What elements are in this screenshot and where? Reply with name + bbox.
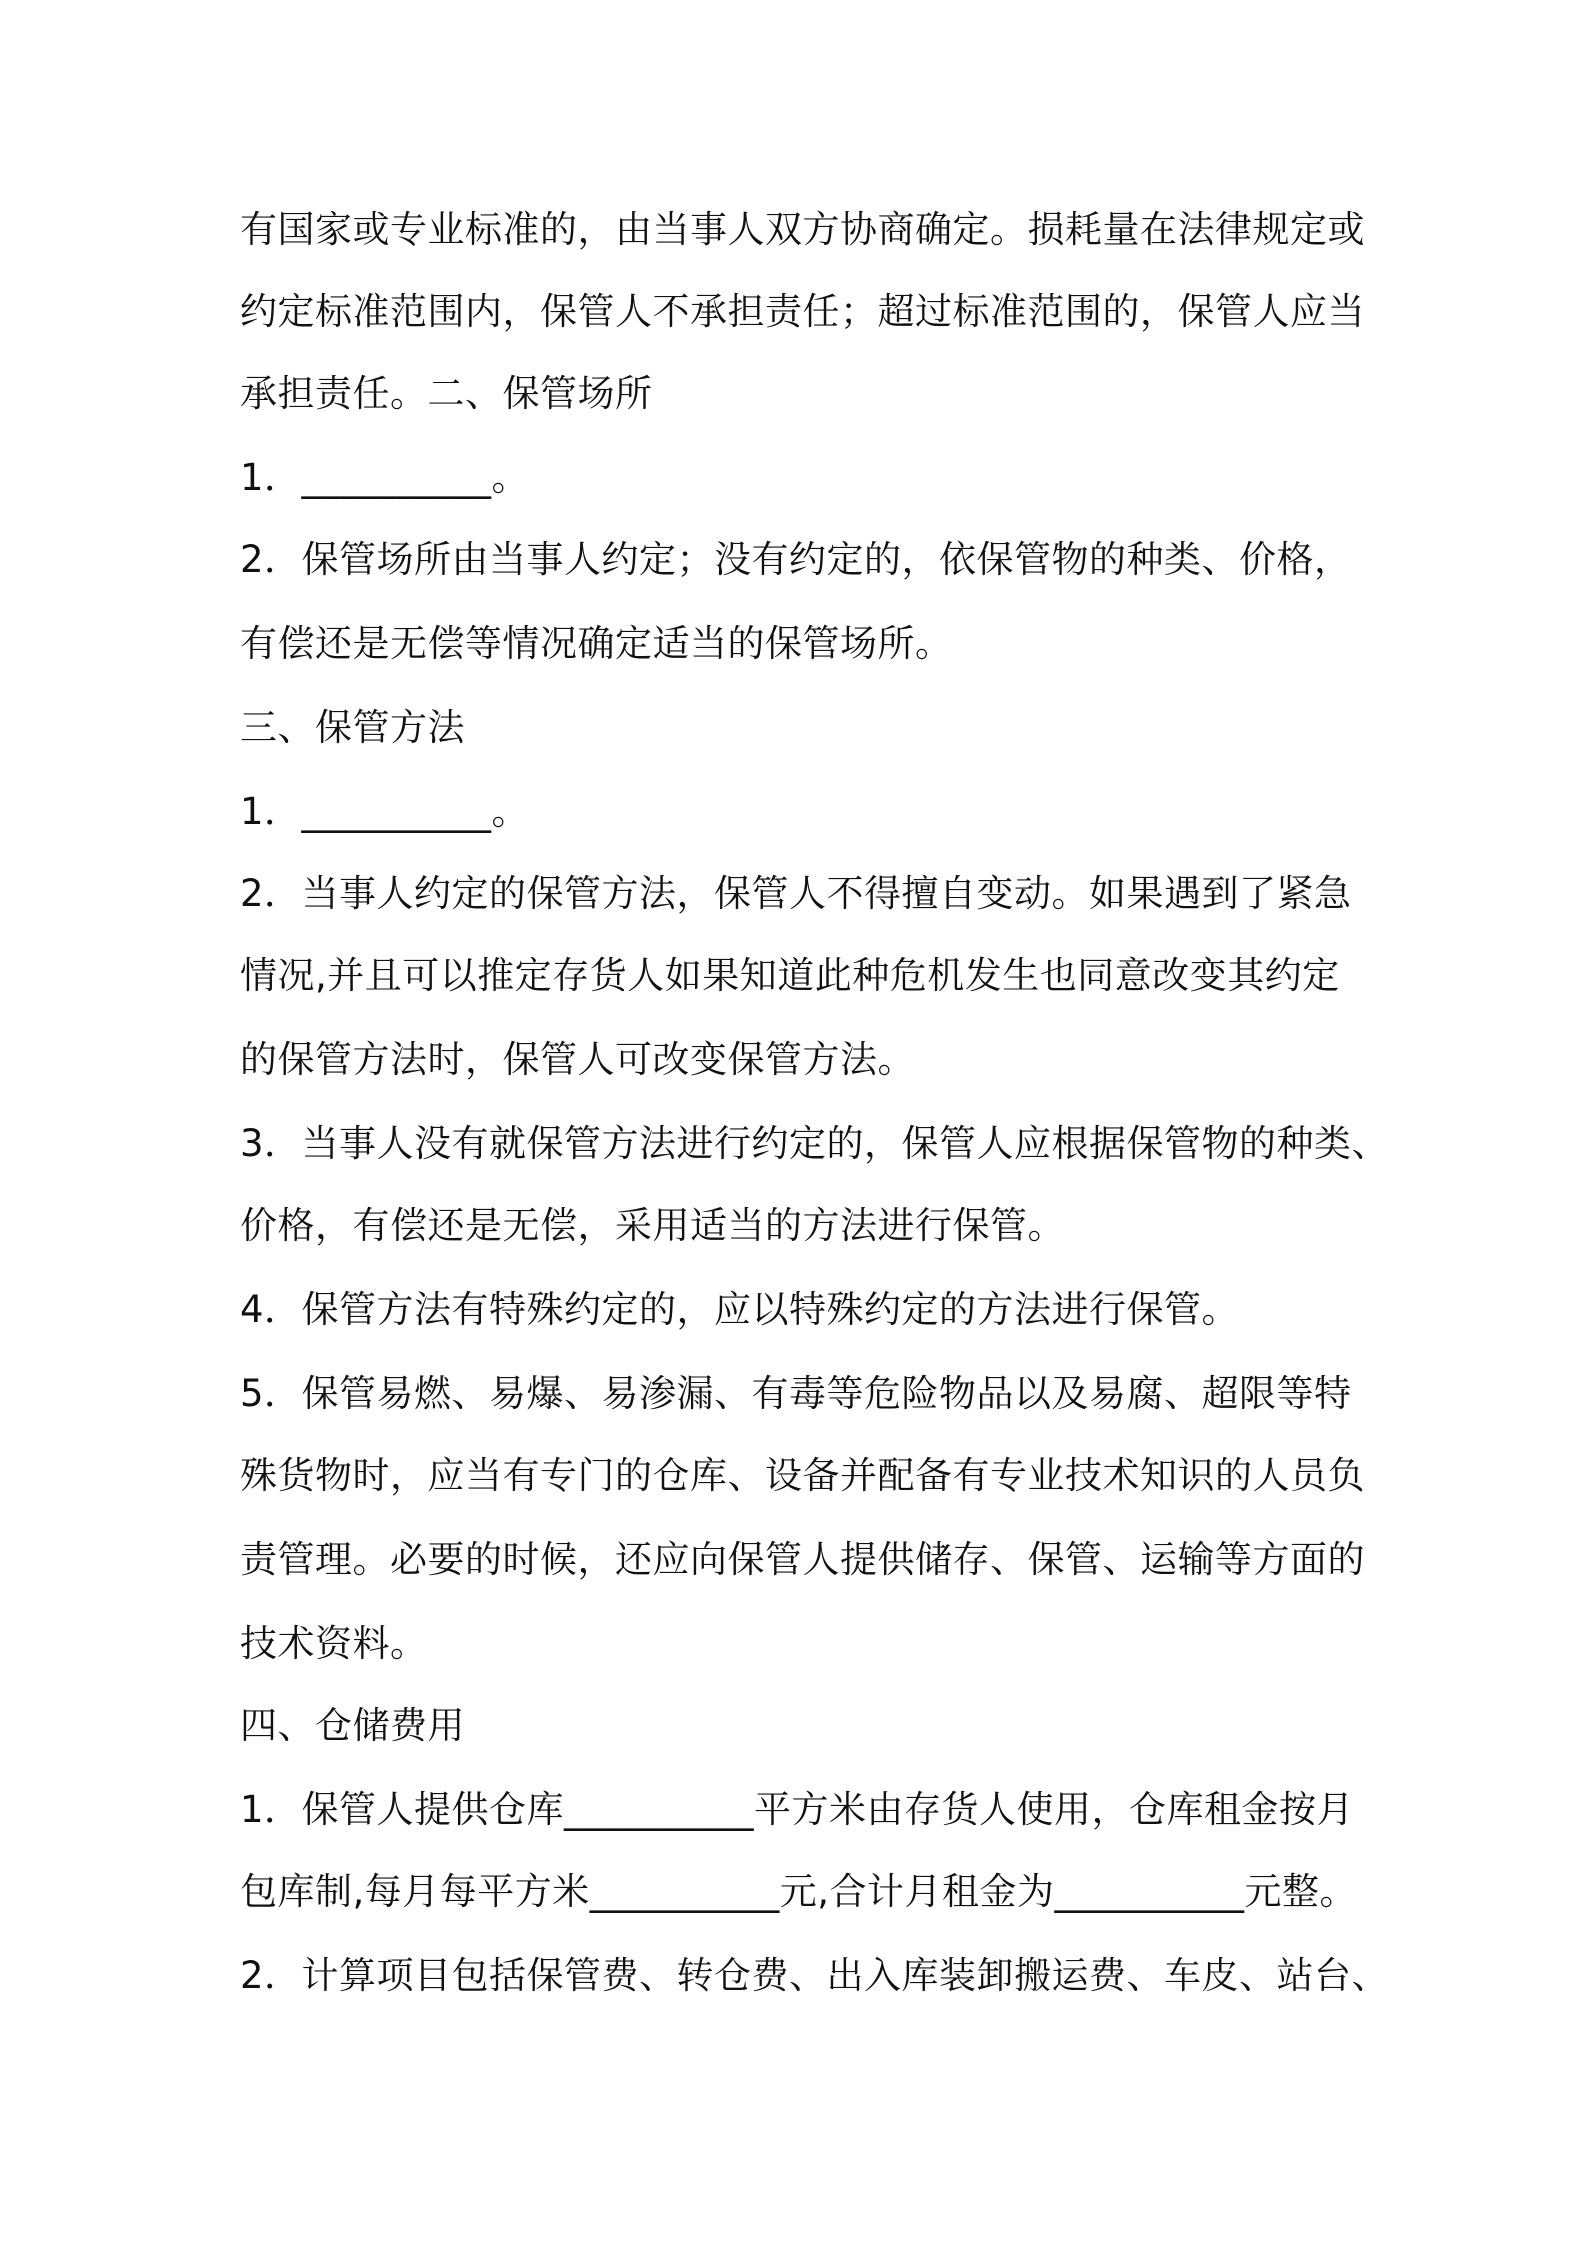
text-line: 2．计算项目包括保管费、转仓费、出入库装卸搬运费、车皮、站台、 xyxy=(240,1954,1390,1997)
text-line: 4．保管方法有特殊约定的，应以特殊约定的方法进行保管。 xyxy=(240,1288,1240,1331)
text-line: 2．保管场所由当事人约定；没有约定的，依保管物的种类、价格， xyxy=(240,538,1352,581)
text-line: 1．__________。 xyxy=(240,456,530,499)
text-line: 5．保管易燃、易爆、易渗漏、有毒等危险物品以及易腐、超限等特 xyxy=(240,1372,1352,1415)
text-line: 价格，有偿还是无偿，采用适当的方法进行保管。 xyxy=(240,1204,1065,1247)
text-line: 1．__________。 xyxy=(240,790,530,833)
section-heading: 三、保管方法 xyxy=(240,706,465,749)
text-line: 承担责任。二、保管场所 xyxy=(240,372,653,415)
text-line: 2．当事人约定的保管方法，保管人不得擅自变动。如果遇到了紧急 xyxy=(240,872,1352,915)
text-line: 情况,并且可以推定存货人如果知道此种危机发生也同意改变其约定 xyxy=(240,954,1340,997)
text-line: 包库制,每月每平方米__________元,合计月租金为__________元整。 xyxy=(240,1870,1358,1913)
section-heading: 四、仓储费用 xyxy=(240,1704,465,1747)
text-line: 1．保管人提供仓库__________平方米由存货人使用，仓库租金按月 xyxy=(240,1788,1355,1831)
text-line: 殊货物时，应当有专门的仓库、设备并配备有专业技术知识的人员负 xyxy=(240,1454,1365,1497)
text-line: 有国家或专业标准的，由当事人双方协商确定。损耗量在法律规定或 xyxy=(240,208,1365,251)
text-line: 3．当事人没有就保管方法进行约定的，保管人应根据保管物的种类、 xyxy=(240,1122,1390,1165)
text-line: 技术资料。 xyxy=(240,1622,428,1665)
text-line: 责管理。必要的时候，还应向保管人提供储存、保管、运输等方面的 xyxy=(240,1538,1365,1581)
text-line: 约定标准范围内，保管人不承担责任；超过标准范围的，保管人应当 xyxy=(240,290,1365,333)
text-line: 有偿还是无偿等情况确定适当的保管场所。 xyxy=(240,622,953,665)
text-line: 的保管方法时，保管人可改变保管方法。 xyxy=(240,1038,915,1081)
